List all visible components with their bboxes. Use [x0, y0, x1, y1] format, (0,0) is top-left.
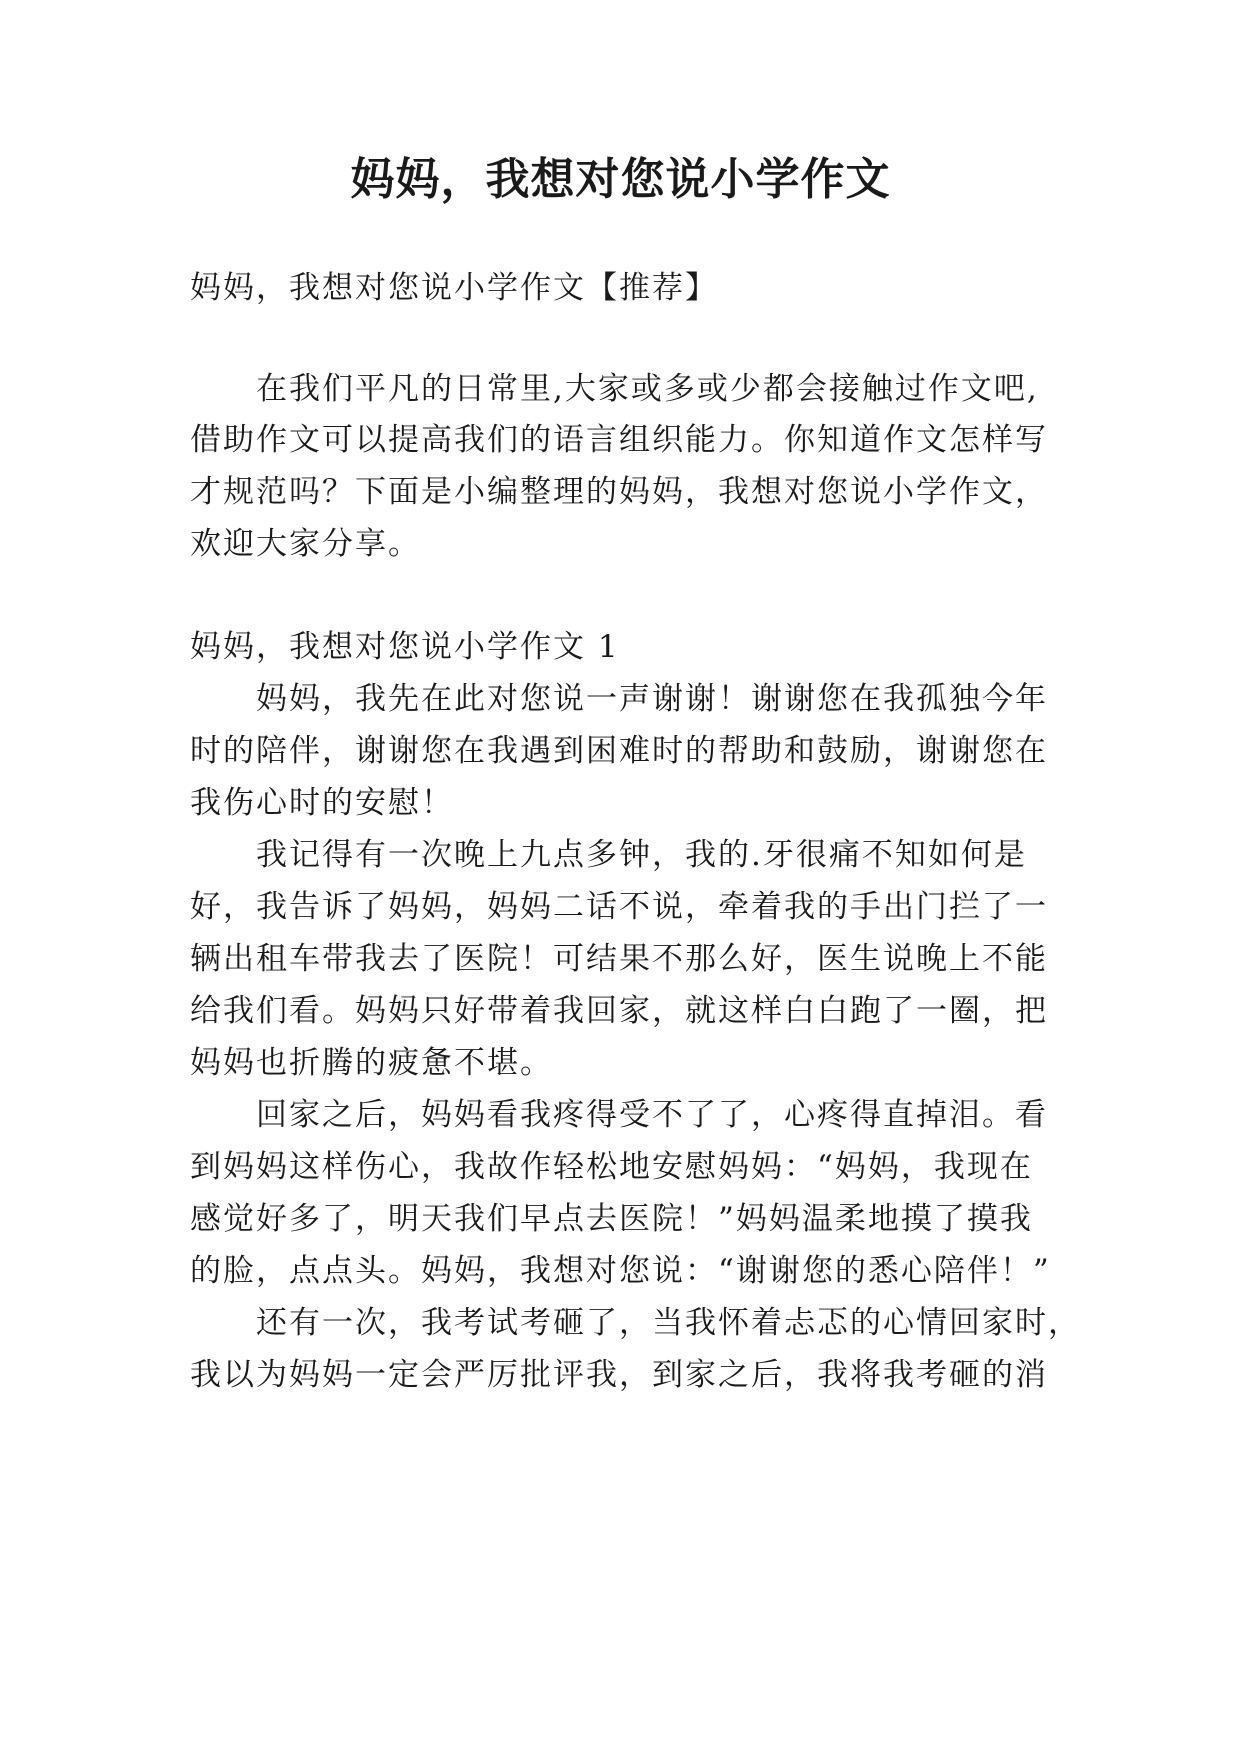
body-line: 好，我告诉了妈妈，妈妈二话不说，牵着我的手出门拦了一: [190, 889, 1048, 925]
body-line: 辆出租车带我去了医院！可结果不那么好，医生说晚上不能: [190, 941, 1048, 977]
intro-line: 在我们平凡的日常里,大家或多或少都会接触过作文吧,: [256, 371, 1039, 407]
section-heading: 妈妈，我想对您说小学作文 1: [190, 629, 620, 665]
document-subtitle: 妈妈，我想对您说小学作文【推荐】: [190, 270, 718, 306]
body-line: 的脸，点点头。妈妈，我想对您说：“谢谢您的悉心陪伴！”: [190, 1253, 1051, 1289]
body-line: 给我们看。妈妈只好带着我回家，就这样白白跑了一圈，把: [190, 993, 1048, 1029]
body-line: 回家之后，妈妈看我疼得受不了了，心疼得直掉泪。看: [256, 1097, 1048, 1133]
body-line: 感觉好多了，明天我们早点去医院！”妈妈温柔地摸了摸我: [190, 1201, 1033, 1237]
body-line: 妈妈也折腾的疲惫不堪。: [190, 1045, 553, 1081]
intro-line: 借助作文可以提高我们的语言组织能力。你知道作文怎样写: [190, 422, 1048, 458]
intro-line: 才规范吗？下面是小编整理的妈妈，我想对您说小学作文，: [190, 474, 1048, 510]
body-line: 到妈妈这样伤心，我故作轻松地安慰妈妈：“妈妈，我现在: [190, 1149, 1033, 1185]
body-line: 我伤心时的安慰！: [190, 785, 454, 821]
intro-line: 欢迎大家分享。: [190, 526, 421, 562]
body-line: 妈妈，我先在此对您说一声谢谢！谢谢您在我孤独今年: [256, 681, 1048, 717]
body-line: 我以为妈妈一定会严厉批评我，到家之后，我将我考砸的消: [190, 1357, 1048, 1393]
body-line: 我记得有一次晚上九点多钟，我的.牙很痛不知如何是: [256, 837, 1027, 873]
body-line: 时的陪伴，谢谢您在我遇到困难时的帮助和鼓励，谢谢您在: [190, 733, 1048, 769]
body-line: 还有一次，我考试考砸了，当我怀着忐忑的心情回家时，: [256, 1305, 1081, 1341]
document-title: 妈妈，我想对您说小学作文: [350, 154, 891, 205]
